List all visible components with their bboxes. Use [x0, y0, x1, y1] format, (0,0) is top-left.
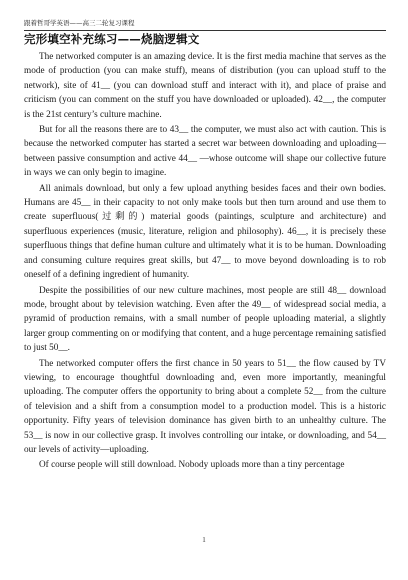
paragraph: The networked computer offers the first chance in 50 years to 51__ the flow caused by TV viewing, to encourage thoughtful downloading and, even more importantly, meaningful uploading. The computer offers the opportunity to bring about a complete 52__ from the culture of television and a shift from a consumption model to a production model. This is a historic opportunity. Fifty years of television dominance has given birth to an unhealthy culture. The 53__ is now in our collective grasp. It involves controlling our intake, or downloading, and 54__ our levels of activity—uploading. [24, 358, 386, 455]
article-body [24, 50, 386, 473]
paragraph: Of course people will still download. Nobody uploads more than a tiny percentage [39, 460, 345, 471]
paragraph: All animals download, but only a few upload anything besides faces and their own bodies. Humans are 45__ in their capacity to not only make tools but then turn around and use them to create superfluous(过剩的) material goods (paintings, sculpture and architecture) and superfluous experiences (music, literature, religion and philosophy). 46__, it is precisely these superfluous things that define human culture and ultimately what it is to be human. Downloading and consuming culture requires great skills, but 47__ to move beyond downloading is to rob oneself of a defining ingredient of humanity. [24, 183, 386, 281]
paragraph: The networked computer is an amazing device. It is the first media machine that serves as the mode of production (you can make stuff), means of distribution (you can upload stuff to the network), site of 41__ (you can download stuff and interact with it), and place of praise and criticism (you can comment on the stuff you have downloaded or uploaded). 42__, the computer is the 21st century’s culture machine. [24, 52, 386, 120]
page-number: 1 [202, 536, 206, 544]
page-header: 跟着哲哥学英语——高三二轮复习课程 [24, 19, 386, 31]
page-title: 完形填空补充练习——烧脑逻辑文 [24, 32, 200, 46]
paragraph: Despite the possibilities of our new culture machines, most people are still 48__ download mode, brought about by television watching. Even after the 49__ of widespread social media, a pyramid of production remains, with a small number of people uploading material, a slightly larger group commenting on or modifying that content, and a huge percentage remaining satisfied to just 50__. [24, 285, 387, 354]
paragraph: But for all the reasons there are to 43__ the computer, we must also act with caution. This is because the networked computer has started a secret war between downloading and uploading—between passive consumption and active 44__ —whose outcome will shape our collective future in ways we can only begin to imagine. [24, 125, 386, 179]
